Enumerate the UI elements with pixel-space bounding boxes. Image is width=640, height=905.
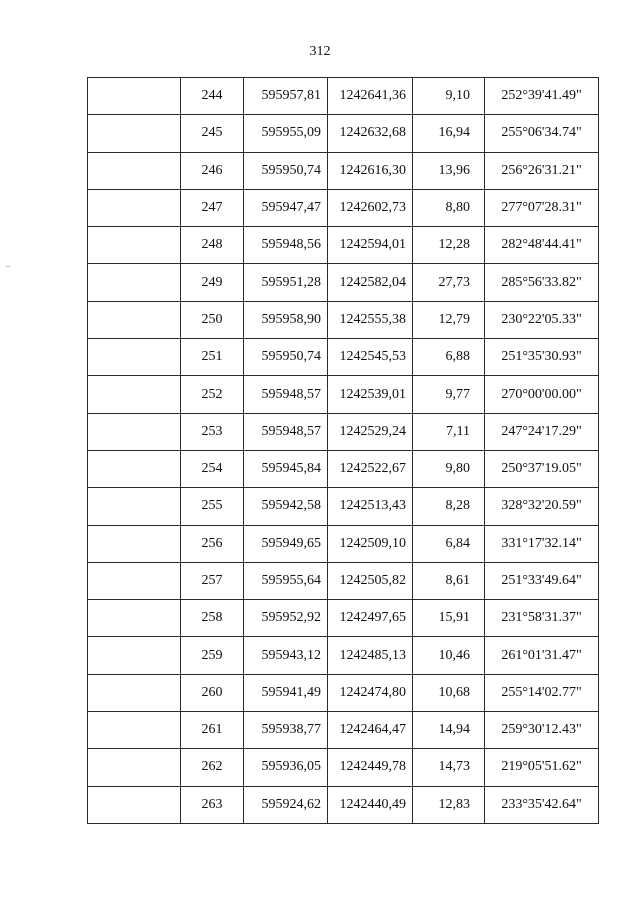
point-number-cell: 252: [181, 376, 244, 413]
table-row: [88, 562, 599, 599]
x-coordinate-cell: 595948,56: [244, 227, 328, 264]
table-row: [88, 264, 599, 301]
y-coordinate-cell: 1242449,78: [328, 749, 413, 786]
x-coordinate-cell: 595941,49: [244, 674, 328, 711]
angle-cell: 331°17'32.14": [485, 525, 599, 562]
row-label-cell: [88, 339, 181, 376]
x-coordinate-cell: 595924,62: [244, 786, 328, 823]
table-row: [88, 339, 599, 376]
point-number-cell: 244: [181, 78, 244, 115]
row-label-cell: [88, 488, 181, 525]
x-coordinate-cell: 595951,28: [244, 264, 328, 301]
table-body: [88, 78, 599, 824]
row-label-cell: [88, 637, 181, 674]
angle-cell: 250°37'19.05": [485, 450, 599, 487]
distance-cell: 10,46: [413, 637, 485, 674]
row-label-cell: [88, 786, 181, 823]
point-number-cell: 253: [181, 413, 244, 450]
angle-cell: 259°30'12.43": [485, 712, 599, 749]
x-coordinate-cell: 595948,57: [244, 413, 328, 450]
angle-cell: 252°39'41.49": [485, 78, 599, 115]
distance-cell: 9,10: [413, 78, 485, 115]
row-label-cell: [88, 227, 181, 264]
angle-cell: 255°14'02.77": [485, 674, 599, 711]
y-coordinate-cell: 1242641,36: [328, 78, 413, 115]
row-label-cell: [88, 189, 181, 226]
point-number-cell: 248: [181, 227, 244, 264]
angle-cell: 251°35'30.93": [485, 339, 599, 376]
margin-mark: [6, 266, 10, 267]
angle-cell: 219°05'51.62": [485, 749, 599, 786]
angle-cell: 282°48'44.41": [485, 227, 599, 264]
distance-cell: 9,80: [413, 450, 485, 487]
y-coordinate-cell: 1242485,13: [328, 637, 413, 674]
distance-cell: 14,73: [413, 749, 485, 786]
distance-cell: 6,88: [413, 339, 485, 376]
angle-cell: 233°35'42.64": [485, 786, 599, 823]
x-coordinate-cell: 595950,74: [244, 152, 328, 189]
coordinate-table: [87, 77, 599, 824]
table-row: [88, 450, 599, 487]
distance-cell: 8,61: [413, 562, 485, 599]
angle-cell: 255°06'34.74": [485, 115, 599, 152]
y-coordinate-cell: 1242594,01: [328, 227, 413, 264]
distance-cell: 10,68: [413, 674, 485, 711]
distance-cell: 27,73: [413, 264, 485, 301]
point-number-cell: 263: [181, 786, 244, 823]
x-coordinate-cell: 595942,58: [244, 488, 328, 525]
x-coordinate-cell: 595955,09: [244, 115, 328, 152]
y-coordinate-cell: 1242616,30: [328, 152, 413, 189]
angle-cell: 256°26'31.21": [485, 152, 599, 189]
row-label-cell: [88, 78, 181, 115]
x-coordinate-cell: 595955,64: [244, 562, 328, 599]
distance-cell: 13,96: [413, 152, 485, 189]
point-number-cell: 251: [181, 339, 244, 376]
x-coordinate-cell: 595945,84: [244, 450, 328, 487]
distance-cell: 16,94: [413, 115, 485, 152]
table-row: [88, 786, 599, 823]
table-row: [88, 189, 599, 226]
table-row: [88, 637, 599, 674]
table-row: [88, 712, 599, 749]
angle-cell: 328°32'20.59": [485, 488, 599, 525]
point-number-cell: 260: [181, 674, 244, 711]
distance-cell: 9,77: [413, 376, 485, 413]
y-coordinate-cell: 1242582,04: [328, 264, 413, 301]
point-number-cell: 258: [181, 600, 244, 637]
y-coordinate-cell: 1242555,38: [328, 301, 413, 338]
point-number-cell: 259: [181, 637, 244, 674]
row-label-cell: [88, 749, 181, 786]
table-row: [88, 600, 599, 637]
row-label-cell: [88, 450, 181, 487]
row-label-cell: [88, 674, 181, 711]
point-number-cell: 254: [181, 450, 244, 487]
y-coordinate-cell: 1242539,01: [328, 376, 413, 413]
y-coordinate-cell: 1242509,10: [328, 525, 413, 562]
y-coordinate-cell: 1242602,73: [328, 189, 413, 226]
point-number-cell: 262: [181, 749, 244, 786]
angle-cell: 251°33'49.64": [485, 562, 599, 599]
angle-cell: 230°22'05.33": [485, 301, 599, 338]
distance-cell: 8,80: [413, 189, 485, 226]
y-coordinate-cell: 1242474,80: [328, 674, 413, 711]
row-label-cell: [88, 525, 181, 562]
angle-cell: 277°07'28.31": [485, 189, 599, 226]
y-coordinate-cell: 1242632,68: [328, 115, 413, 152]
table-row: [88, 413, 599, 450]
page-number: 312: [309, 44, 331, 59]
x-coordinate-cell: 595952,92: [244, 600, 328, 637]
row-label-cell: [88, 413, 181, 450]
point-number-cell: 250: [181, 301, 244, 338]
distance-cell: 12,83: [413, 786, 485, 823]
row-label-cell: [88, 264, 181, 301]
angle-cell: 270°00'00.00": [485, 376, 599, 413]
x-coordinate-cell: 595943,12: [244, 637, 328, 674]
x-coordinate-cell: 595949,65: [244, 525, 328, 562]
table-row: [88, 152, 599, 189]
row-label-cell: [88, 376, 181, 413]
point-number-cell: 257: [181, 562, 244, 599]
distance-cell: 12,79: [413, 301, 485, 338]
table-row: [88, 301, 599, 338]
distance-cell: 12,28: [413, 227, 485, 264]
x-coordinate-cell: 595938,77: [244, 712, 328, 749]
distance-cell: 14,94: [413, 712, 485, 749]
x-coordinate-cell: 595958,90: [244, 301, 328, 338]
x-coordinate-cell: 595950,74: [244, 339, 328, 376]
distance-cell: 8,28: [413, 488, 485, 525]
table-row: [88, 376, 599, 413]
table-row: [88, 78, 599, 115]
y-coordinate-cell: 1242529,24: [328, 413, 413, 450]
point-number-cell: 256: [181, 525, 244, 562]
table-row: [88, 674, 599, 711]
point-number-cell: 245: [181, 115, 244, 152]
table-row: [88, 227, 599, 264]
point-number-cell: 249: [181, 264, 244, 301]
y-coordinate-cell: 1242464,47: [328, 712, 413, 749]
point-number-cell: 247: [181, 189, 244, 226]
x-coordinate-cell: 595957,81: [244, 78, 328, 115]
angle-cell: 261°01'31.47": [485, 637, 599, 674]
point-number-cell: 255: [181, 488, 244, 525]
row-label-cell: [88, 301, 181, 338]
row-label-cell: [88, 115, 181, 152]
point-number-cell: 261: [181, 712, 244, 749]
point-number-cell: 246: [181, 152, 244, 189]
x-coordinate-cell: 595948,57: [244, 376, 328, 413]
angle-cell: 285°56'33.82": [485, 264, 599, 301]
table-row: [88, 488, 599, 525]
x-coordinate-cell: 595947,47: [244, 189, 328, 226]
y-coordinate-cell: 1242522,67: [328, 450, 413, 487]
angle-cell: 231°58'31.37": [485, 600, 599, 637]
row-label-cell: [88, 152, 181, 189]
distance-cell: 6,84: [413, 525, 485, 562]
angle-cell: 247°24'17.29": [485, 413, 599, 450]
distance-cell: 15,91: [413, 600, 485, 637]
y-coordinate-cell: 1242440,49: [328, 786, 413, 823]
y-coordinate-cell: 1242505,82: [328, 562, 413, 599]
distance-cell: 7,11: [413, 413, 485, 450]
y-coordinate-cell: 1242545,53: [328, 339, 413, 376]
y-coordinate-cell: 1242497,65: [328, 600, 413, 637]
table-row: [88, 525, 599, 562]
row-label-cell: [88, 562, 181, 599]
row-label-cell: [88, 712, 181, 749]
y-coordinate-cell: 1242513,43: [328, 488, 413, 525]
table-row: [88, 749, 599, 786]
row-label-cell: [88, 600, 181, 637]
x-coordinate-cell: 595936,05: [244, 749, 328, 786]
table-row: [88, 115, 599, 152]
